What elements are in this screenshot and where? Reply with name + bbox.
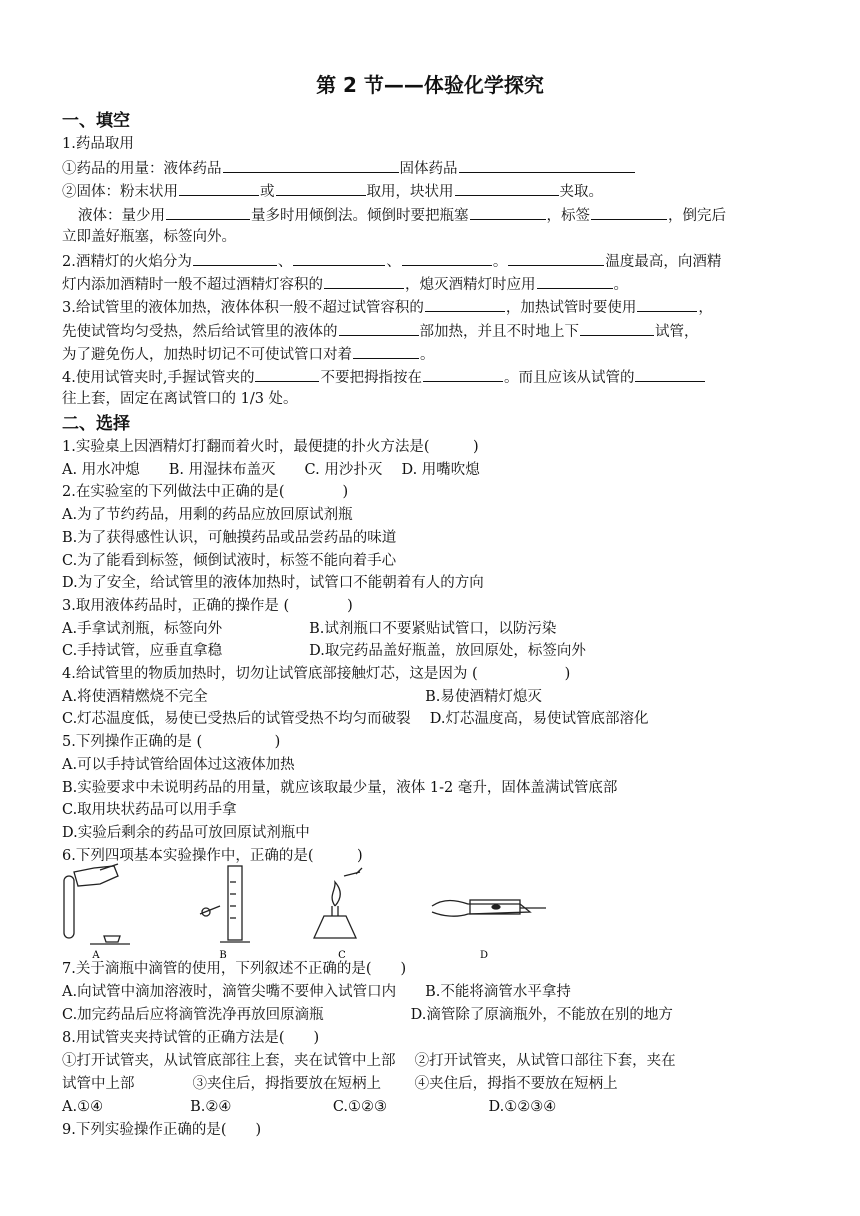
text-line [62,731,280,753]
line-text: 试管中上部 ③夹住后，拇指要放在短柄上 ④夹住后，拇指不要放在短柄上 [62,1076,618,1092]
line-text: ，加热试管时要使用 [505,300,637,317]
text-line [62,822,310,844]
text-line [62,1004,673,1026]
answer-blank[interactable] [423,365,503,382]
line-text: 量多时用倾倒法。倾倒时要把瓶塞 [251,207,469,224]
line-text: 8.用试管夹夹持试管的正确方法是( ) [62,1030,320,1046]
line-text: 。 [492,254,508,270]
text-line [62,981,571,1003]
text-line [62,1027,319,1049]
text-line [62,179,603,203]
figure-b-cylinder [200,866,250,942]
line-text: 夹取。 [559,184,603,201]
line-text: ，熄灭酒精灯时应用 [405,277,536,294]
line-text: 7.关于滴瓶中滴管的使用，下列叙述不正确的是( ) [62,961,407,977]
line-text: 灯内添加酒精时一般不超过酒精灯容积的 [62,277,323,294]
answer-blank[interactable] [255,365,319,382]
line-text: A.将使酒精燃烧不完全 B.易使酒精灯熄灭 [62,688,542,705]
line-text: C.加完药品后应将滴管洗净再放回原滴瓶 D.滴管除了原滴瓶外，不能放在别的地方 [62,1007,673,1023]
line-text: C.为了能看到标签，倾倒试液时，标签不能向着手心 [62,552,397,569]
text-line [62,1073,618,1095]
answer-blank[interactable] [591,203,667,220]
answer-blank[interactable] [353,342,419,359]
line-text: 2.在实验室的下列做法中正确的是( ) [62,484,349,501]
text-line [62,388,298,410]
line-text: 5.下列操作正确的是 ( ) [62,734,281,751]
answer-blank[interactable] [635,365,705,382]
line-text: 或 [260,184,275,201]
line-text: 为了避免伤人，加热时切记不可使试管口对着 [62,346,352,363]
line-text: 2.酒精灯的火焰分为 [62,254,192,270]
experiment-figure [60,862,600,958]
line-text: C.手持试管，应垂直拿稳 D.取完药品盖好瓶盖，放回原处，标签向外 [62,643,586,660]
line-text: 部加热，并且不时地上下 [419,323,579,340]
answer-blank[interactable] [637,295,697,312]
text-line [62,459,480,481]
line-text: ①药品的用量：液体药品 [62,161,222,178]
line-text: ②固体：粉末状用 [62,184,178,201]
text-line [62,436,479,458]
line-text: A.可以手持试管给固体过这液体加热 [62,756,295,773]
text-line [62,156,636,180]
text-line [62,1119,261,1141]
answer-blank[interactable] [324,272,404,289]
answer-blank[interactable] [276,179,366,196]
text-line [62,777,617,799]
line-text: 、 [386,254,401,270]
line-text: 温度最高，向酒精 [605,254,722,270]
line-text: ，标签 [546,207,590,224]
answer-blank[interactable] [339,319,419,336]
line-text: 4.使用试管夹时,手握试管夹的 [62,370,255,386]
line-text: ，倒完后 [668,207,726,224]
line-text: B.为了获得感性认识，可触摸药品或品尝药品的味道 [62,529,397,546]
answer-blank[interactable] [508,249,604,266]
answer-blank[interactable] [166,203,250,220]
answer-blank[interactable] [459,156,635,173]
line-text: 。而且应该从试管的 [503,370,635,386]
line-text: 3.给试管里的液体加热，液体体积一般不超过试管容积的 [62,300,424,317]
text-line [78,203,726,227]
line-text: 4.给试管里的物质加热时，切勿让试管底部接触灯芯，这是因为 ( ) [62,666,571,682]
text-line [62,550,396,572]
answer-blank[interactable] [580,319,654,336]
line-text: 试管， [655,323,699,340]
answer-blank[interactable] [179,179,259,196]
text-line [62,295,713,319]
line-text: D.实验后剩余的药品可放回原试剂瓶中 [62,824,310,841]
text-line [62,342,435,366]
answer-blank[interactable] [223,156,399,173]
text-line [62,618,556,640]
line-text: ， [698,300,713,317]
line-text: A. 用水冲熄 B. 用湿抹布盖灭 C. 用沙扑灭 D. 用嘴吹熄 [62,461,480,478]
figure-a-pouring [64,864,130,944]
line-text: C.灯芯温度低，易使已受热后的试管受热不均匀而破裂 D.灯芯温度高，易使试管底部溶化 [62,711,649,728]
section1-heading: 一、填空 [62,111,130,131]
answer-blank[interactable] [455,179,559,196]
line-text: 3.取用液体药品时，正确的操作是 ( ) [62,597,353,614]
line-text: A.①④ B.②④ C.①②③ D.①②③④ [62,1099,557,1115]
figure-label-c: C [338,950,346,958]
answer-blank[interactable] [537,272,613,289]
line-text: 。 [420,346,435,363]
text-line [62,504,353,526]
text-line [62,249,721,273]
text-line [62,272,628,296]
answer-blank[interactable] [470,203,546,220]
line-text: 1.实验桌上因酒精灯打翻而着火时，最便捷的扑火方法是( ) [62,439,479,455]
text-line [62,958,406,980]
text-line [62,799,237,821]
line-text: 固体药品 [399,161,458,178]
line-text: 、 [277,254,293,270]
figure-c-lamp [314,868,362,938]
text-line [62,1096,556,1118]
figure-label-a: A [92,950,100,958]
line-text: B.实验要求中未说明药品的用量，就应该取最少量，液体 1-2 毫升，固体盖满试管底部 [62,779,618,796]
text-line [62,1050,676,1072]
text-line [62,319,699,343]
text-line [62,595,353,617]
text-line [62,572,484,594]
text-line [62,754,295,776]
answer-blank[interactable] [293,249,385,266]
answer-blank[interactable] [402,249,492,266]
text-line [62,481,348,503]
text-line [62,640,586,662]
page-title: 第 2 节——体验化学探究 [316,73,544,97]
section2-heading: 二、选择 [62,414,130,434]
text-line [62,663,570,685]
line-text: 液体：量少用 [78,207,165,224]
figure-label-b: B [219,950,227,958]
line-text: A.为了节约药品，用剩的药品应放回原试剂瓶 [62,507,353,524]
line-text: A.向试管中滴加溶液时，滴管尖嘴不要伸入试管口内 B.不能将滴管水平拿持 [62,984,571,1000]
line-text: D.为了安全，给试管里的液体加热时，试管口不能朝着有人的方向 [62,575,484,592]
text-line [62,133,134,155]
line-text: 6.下列四项基本实验操作中，正确的是( ) [62,847,363,864]
line-text: 不要把拇指按在 [320,370,422,386]
line-text: C.取用块状药品可以用手拿 [62,802,237,819]
text-line [62,365,706,389]
text-line [62,686,542,708]
line-text: 立即盖好瓶塞，标签向外。 [62,228,236,245]
line-text: 1.药品取用 [62,136,134,152]
line-text: 。 [613,277,628,294]
line-text: 先使试管均匀受热，然后给试管里的液体的 [62,323,338,340]
answer-blank[interactable] [193,249,277,266]
line-text: 9.下列实验操作正确的是( ) [62,1122,262,1138]
line-text: 往上套，固定在离试管口的 1/3 处。 [62,391,298,408]
answer-blank[interactable] [425,295,505,312]
figure-label-d: D [479,950,489,958]
text-line [62,708,649,730]
line-text: ①打开试管夹，从试管底部往上套，夹在试管中上部 ②打开试管夹，从试管口部往下套，夹在 [62,1053,676,1069]
line-text: A.手拿试剂瓶，标签向外 B.试剂瓶口不要紧贴试管口，以防污染 [62,620,557,637]
text-line [62,226,236,248]
figure-d-hand [432,900,546,916]
line-text: 取用，块状用 [366,184,454,201]
text-line [62,527,396,549]
